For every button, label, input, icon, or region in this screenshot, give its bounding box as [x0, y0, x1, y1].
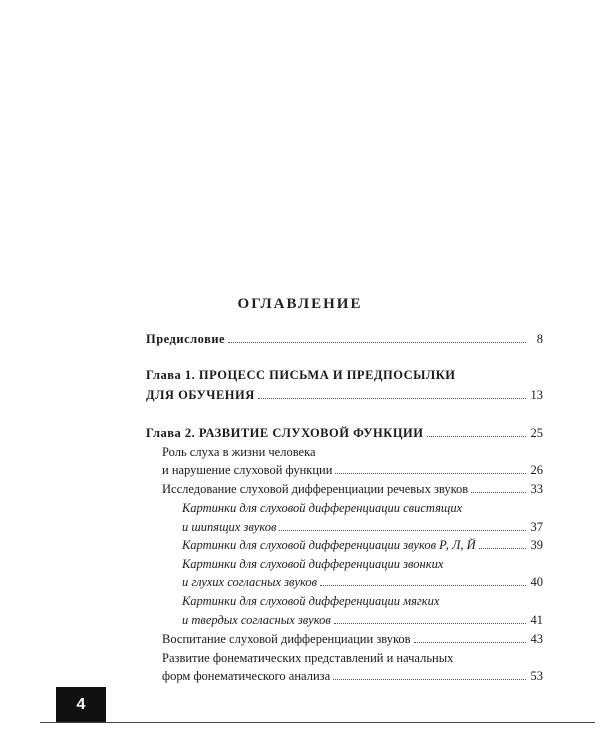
toc-entry-text: Исследование слуховой дифференциации речевых звуков	[162, 482, 469, 496]
toc-entry-text: форм фонематического анализа	[162, 669, 331, 683]
toc-entry[interactable]	[182, 555, 543, 573]
leader-dots	[334, 611, 526, 624]
toc-entry[interactable]	[146, 366, 543, 384]
page-number-badge	[56, 687, 106, 723]
toc-entry[interactable]	[162, 630, 543, 648]
toc-entry[interactable]	[146, 386, 543, 404]
toc-entry-text: и твердых согласных звуков	[182, 613, 331, 627]
leader-dots	[258, 386, 526, 399]
toc-entry-page: 33	[530, 482, 543, 496]
leader-dots	[471, 480, 526, 493]
toc-entry-page: 43	[530, 632, 543, 646]
toc-entry-text: Глава 1. ПРОЦЕСС ПИСЬМА И ПРЕДПОСЫЛКИ	[146, 368, 456, 382]
toc-entry-page: 41	[530, 613, 543, 627]
page-number: 4	[76, 696, 86, 713]
leader-dots	[414, 630, 526, 643]
toc-entry[interactable]	[182, 499, 543, 517]
toc-entry-text: Роль слуха в жизни человека	[162, 445, 316, 459]
toc-entry-page: 53	[530, 669, 543, 683]
toc-entry[interactable]	[162, 649, 543, 667]
toc-entry[interactable]	[182, 573, 543, 591]
toc-entry[interactable]	[146, 330, 543, 348]
leader-dots	[333, 667, 526, 680]
toc-entry-page: 40	[530, 575, 543, 589]
toc-entry[interactable]	[162, 443, 543, 461]
toc-entry-text: Картинки для слуховой дифференциации звонких	[182, 557, 444, 571]
toc-entry-text: Развитие фонематических представлений и начальных	[162, 651, 454, 665]
toc-entry-text: Воспитание слуховой дифференциации звуков	[162, 632, 411, 646]
toc-entry-page: 8	[536, 332, 543, 346]
toc-entry[interactable]	[162, 667, 543, 685]
toc-entry-page: 39	[530, 538, 543, 552]
toc-entry-text: Картинки для слуховой дифференциации свистящих	[182, 501, 463, 515]
toc-entry-text: Картинки для слуховой дифференциации звуков Р, Л, Й	[182, 538, 476, 552]
toc-entry[interactable]	[162, 461, 543, 479]
leader-dots	[228, 330, 526, 343]
footer-rule	[40, 722, 595, 723]
toc-entry-text: и глухих согласных звуков	[182, 575, 318, 589]
toc-entry-page: 26	[530, 463, 543, 477]
toc-entry-text: и шипящих звуков	[182, 520, 277, 534]
toc-entry-page: 25	[530, 426, 543, 440]
toc-entry-text: Картинки для слуховой дифференциации мягких	[182, 594, 440, 608]
toc-entry-text: Предисловие	[146, 332, 226, 346]
leader-dots	[479, 536, 526, 549]
toc-entry[interactable]	[146, 424, 543, 442]
toc-entry[interactable]	[182, 592, 543, 610]
page-title: ОГЛАВЛЕНИЕ	[237, 296, 363, 312]
toc-entry[interactable]	[182, 611, 543, 629]
leader-dots	[427, 424, 526, 437]
toc-entry[interactable]	[182, 518, 543, 536]
leader-dots	[279, 518, 526, 531]
toc-entry[interactable]	[182, 536, 543, 554]
leader-dots	[320, 573, 526, 586]
toc-entry-page: 37	[530, 520, 543, 534]
toc-entry-text: и нарушение слуховой функции	[162, 463, 333, 477]
toc-entry-text: ДЛЯ ОБУЧЕНИЯ	[146, 388, 255, 402]
leader-dots	[335, 461, 526, 474]
toc-entry-page: 13	[530, 388, 543, 402]
toc-entry[interactable]	[162, 480, 543, 498]
toc-entry-text: Глава 2. РАЗВИТИЕ СЛУХОВОЙ ФУНКЦИИ	[146, 426, 424, 440]
